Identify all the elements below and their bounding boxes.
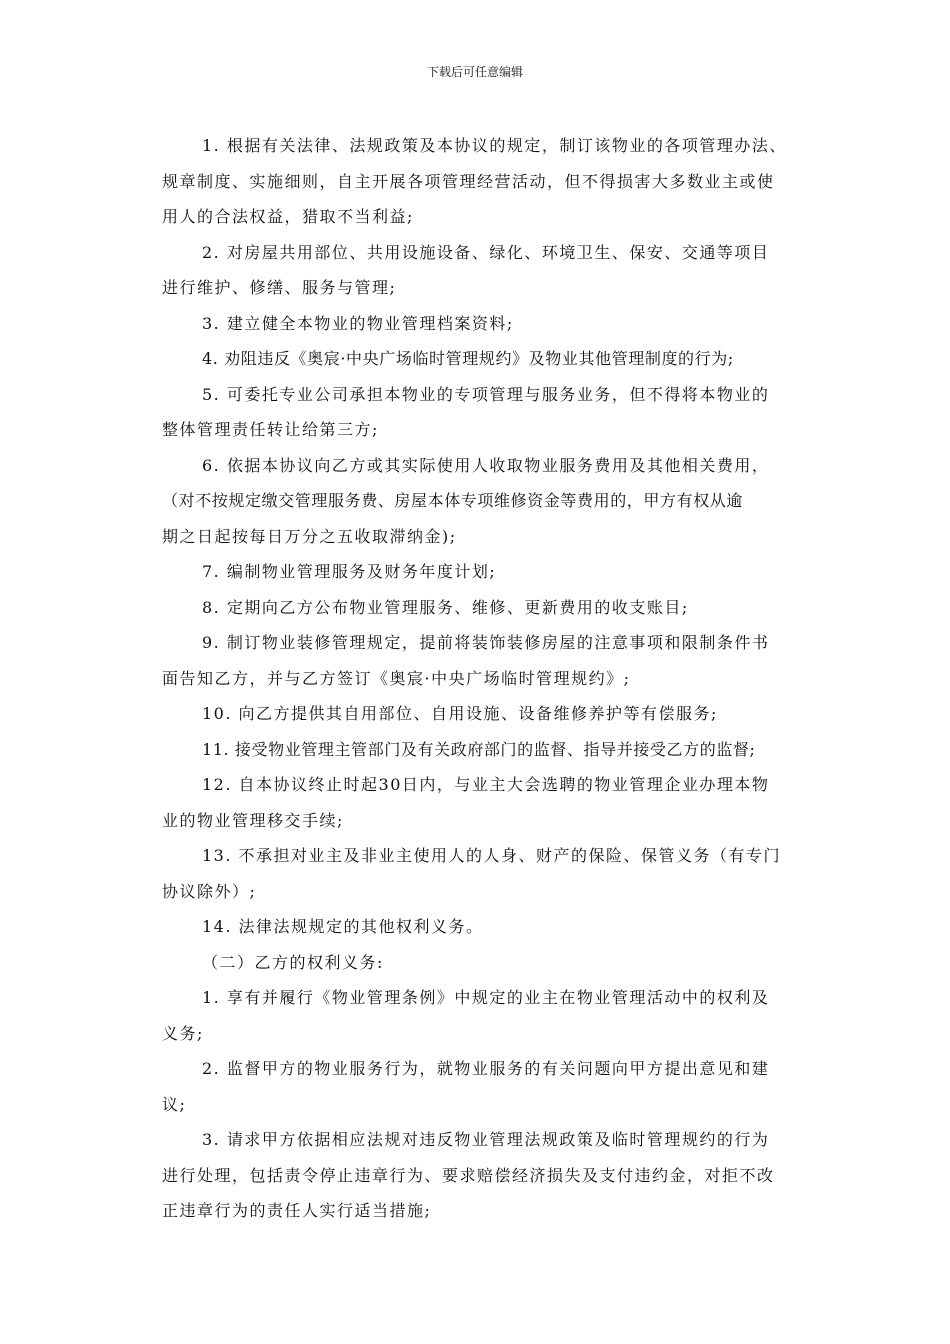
paragraph-line: 整体管理责任转让给第三方; — [162, 420, 379, 439]
document-body — [162, 128, 838, 1229]
paragraph-line: 规章制度、实施细则，自主开展各项管理经营活动，但不得损害大多数业主或使 — [162, 171, 775, 191]
paragraph-line: 8. 定期向乙方公布物业管理服务、维修、更新费用的收支账目; — [202, 597, 689, 617]
paragraph-line: 6. 依据本协议向乙方或其实际使用人收取物业服务费用及其他相关费用， — [202, 455, 770, 475]
paragraph-line: 10. 向乙方提供其自用部位、自用设施、设备维修养护等有偿服务; — [202, 704, 718, 723]
paragraph-line: （对不按规定缴交管理服务费、房屋本体专项维修资金等费用的，甲方有权从逾 — [162, 491, 744, 510]
paragraph-line: 13. 不承担对业主及非业主使用人的人身、财产的保险、保管义务（有专门 — [202, 846, 782, 865]
paragraph-line: 9. 制订物业装修管理规定，提前将装饰装修房屋的注意事项和限制条件书 — [202, 633, 770, 652]
section-heading: （二）乙方的权利义务: — [202, 952, 384, 972]
paragraph-line: 11. 接受物业管理主管部门及有关政府部门的监督、指导并接受乙方的监督; — [202, 739, 756, 759]
paragraph-line: 3. 请求甲方依据相应法规对违反物业管理法规政策及临时管理规约的行为 — [202, 1130, 770, 1149]
paragraph-line: 期之日起按每日万分之五收取滞纳金); — [162, 526, 457, 546]
paragraph-line: 14. 法律法规规定的其他权利义务。 — [202, 917, 484, 936]
page-header: 下载后可任意编辑 — [426, 65, 523, 79]
paragraph-line: 3. 建立健全本物业的物业管理档案资料; — [202, 313, 514, 333]
paragraph-line: 义务; — [162, 1023, 204, 1043]
paragraph-line: 协议除外）; — [162, 881, 257, 901]
paragraph-line: 进行维护、修缮、服务与管理; — [162, 278, 397, 297]
paragraph-line: 1. 根据有关法律、法规政策及本协议的规定，制订该物业的各项管理办法、 — [202, 136, 787, 155]
paragraph-line: 7. 编制物业管理服务及财务年度计划; — [202, 562, 497, 581]
paragraph-line: 2. 监督甲方的物业服务行为，就物业服务的有关问题向甲方提出意见和建 — [202, 1059, 770, 1078]
paragraph-line: 2. 对房屋共用部位、共用设施设备、绿化、环境卫生、保安、交通等项目 — [202, 242, 770, 262]
paragraph-line: 4. 劝阻违反《奥宸·中央广场临时管理规约》及物业其他管理制度的行为; — [202, 349, 734, 368]
paragraph-line: 进行处理，包括责令停止违章行为、要求赔偿经济损失及支付违约金，对拒不改 — [162, 1165, 775, 1185]
paragraph-line: 业的物业管理移交手续; — [162, 810, 344, 830]
paragraph-line: 5. 可委托专业公司承担本物业的专项管理与服务业务，但不得将本物业的 — [202, 384, 770, 404]
paragraph-line: 面告知乙方，并与乙方签订《奥宸·中央广场临时管理规约》; — [162, 668, 631, 688]
paragraph-line: 用人的合法权益，猎取不当利益; — [162, 207, 414, 226]
paragraph-line: 12. 自本协议终止时起30日内，与业主大会选聘的物业管理企业办理本物 — [202, 775, 770, 794]
paragraph-line: 正违章行为的责任人实行适当措施; — [162, 1201, 432, 1220]
paragraph-line: 议; — [162, 1094, 187, 1114]
paragraph-line: 1. 享有并履行《物业管理条例》中规定的业主在物业管理活动中的权利及 — [202, 988, 770, 1007]
